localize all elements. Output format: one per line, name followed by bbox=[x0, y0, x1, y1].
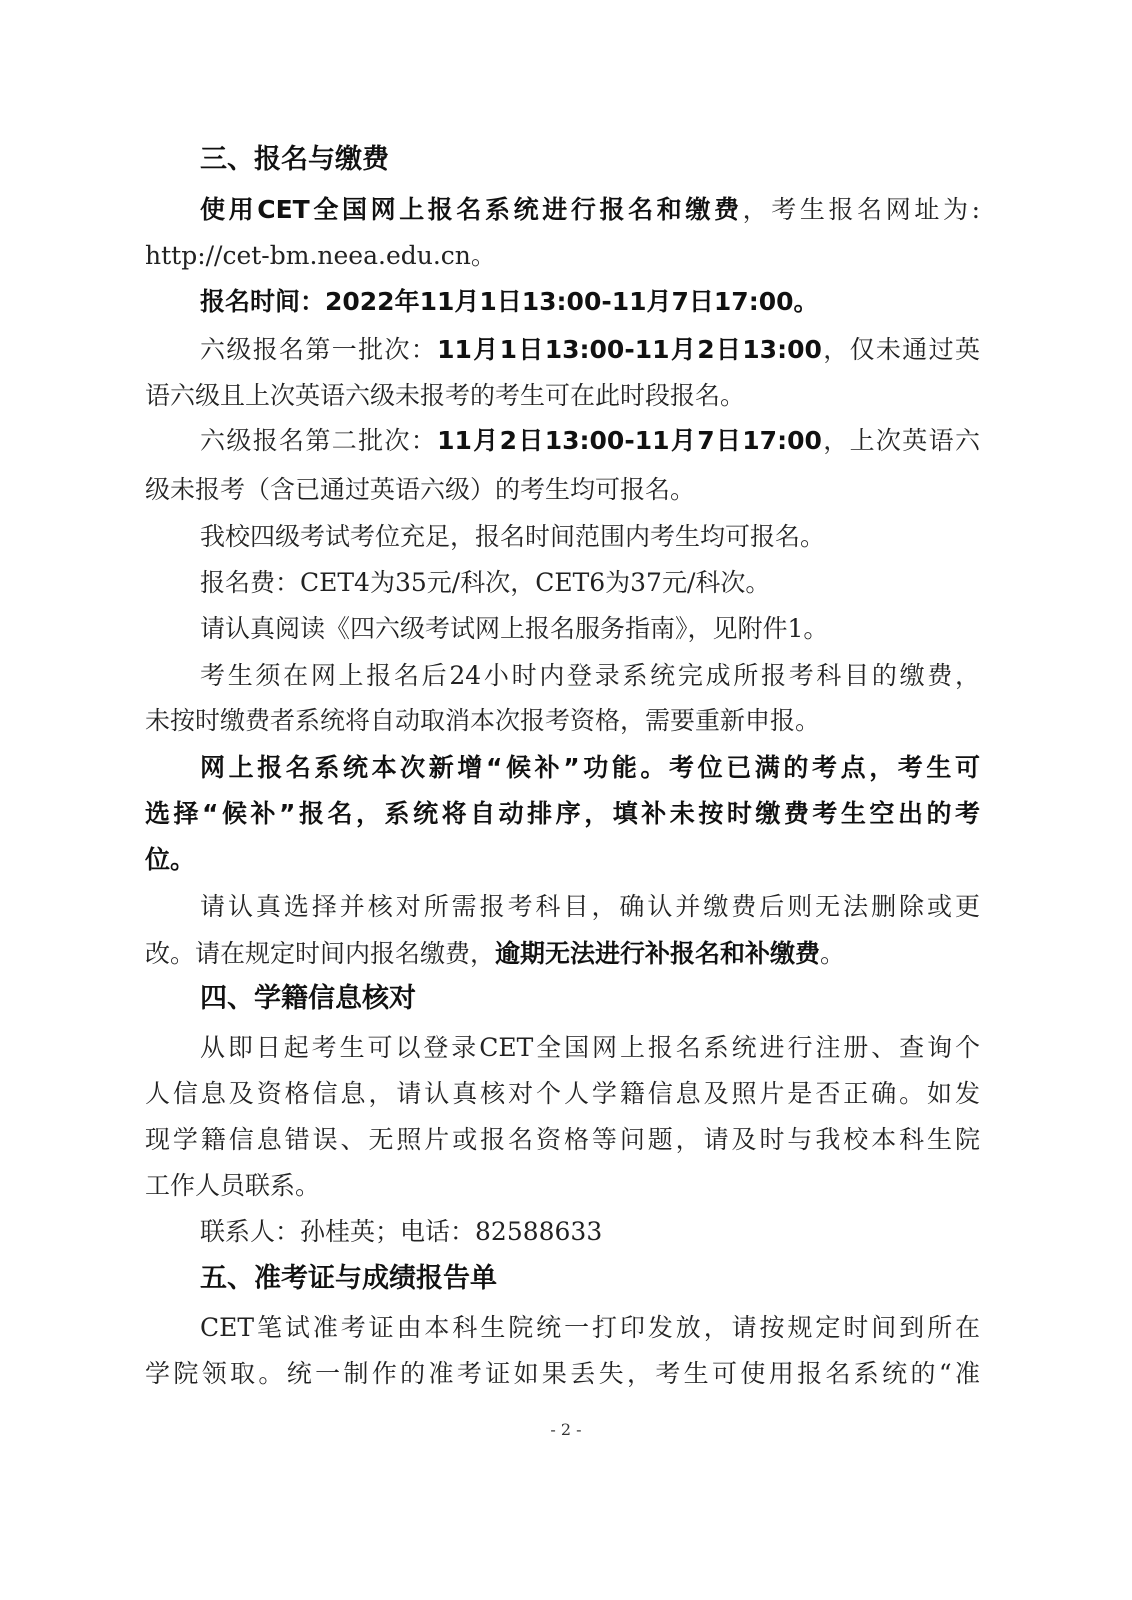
text-line bbox=[200, 566, 770, 600]
text: 学院领取。统一制作的准考证如果丢失，考生可使用报名系统的“准 bbox=[145, 1359, 980, 1388]
text-line bbox=[200, 1031, 980, 1065]
text-line bbox=[145, 1077, 980, 1111]
text: 语六级且上次英语六级未报考的考生可在此时段报名。 bbox=[145, 381, 746, 410]
text-line bbox=[145, 473, 695, 507]
text: ，上次英语六 bbox=[821, 426, 980, 455]
text: http://cet-bm.neea.edu.cn。 bbox=[145, 241, 496, 270]
text-line bbox=[200, 751, 980, 785]
text: 从即日起考生可以登录CET全国网上报名系统进行注册、查询个 bbox=[200, 1033, 980, 1062]
text: 考生须在网上报名后24小时内登录系统完成所报考科目的缴费， bbox=[200, 661, 980, 690]
text: 我校四级考试考位充足，报名时间范围内考生均可报名。 bbox=[200, 522, 826, 551]
text-line bbox=[145, 239, 496, 273]
text-line bbox=[145, 1169, 320, 1203]
text: 未按时缴费者系统将自动取消本次报考资格，需要重新申报。 bbox=[145, 706, 821, 735]
text: 现学籍信息错误、无照片或报名资格等问题，请及时与我校本科生院 bbox=[145, 1125, 980, 1154]
text-line bbox=[200, 333, 980, 367]
text-line bbox=[200, 612, 828, 646]
text-line bbox=[145, 379, 745, 413]
bold-text: 三、报名与缴费 bbox=[200, 144, 389, 175]
text-line bbox=[145, 797, 980, 831]
text: 。 bbox=[820, 939, 846, 968]
text: 六级报名第二批次： bbox=[200, 426, 438, 455]
bold-text: 使用CET全国网上报名系统进行报名和缴费 bbox=[200, 195, 743, 224]
bold-text: 四、学籍信息核对 bbox=[200, 983, 416, 1014]
bold-text: 逾期无法进行补报名和补缴费 bbox=[495, 939, 821, 968]
text-line bbox=[200, 659, 980, 693]
text: 报名费：CET4为35元/科次，CET6为37元/科次。 bbox=[200, 568, 771, 597]
text: 人信息及资格信息，请认真核对个人学籍信息及照片是否正确。如发 bbox=[145, 1079, 980, 1108]
text-line bbox=[200, 424, 980, 458]
text: ，考生报名网址为: bbox=[742, 195, 980, 224]
text-line bbox=[200, 193, 980, 227]
section-heading bbox=[200, 982, 416, 1016]
text: 请认真选择并核对所需报考科目，确认并缴费后则无法删除或更 bbox=[200, 892, 980, 921]
bold-text: 五、准考证与成绩报告单 bbox=[200, 1263, 497, 1294]
text-line bbox=[200, 1311, 980, 1345]
text-line bbox=[145, 1357, 980, 1391]
page-number: - 2 - bbox=[550, 1420, 582, 1439]
section-heading bbox=[200, 1262, 497, 1296]
text: 请认真阅读《四六级考试网上报名服务指南》，见附件1。 bbox=[200, 614, 829, 643]
text-line bbox=[145, 843, 195, 877]
text: ，仅未通过英 bbox=[821, 335, 980, 364]
bold-text: 选择“候补”报名，系统将自动排序，填补未按时缴费考生空出的考 bbox=[145, 799, 980, 828]
bold-text: 11月2日13:00-11月7日17:00 bbox=[437, 426, 822, 455]
text-line bbox=[200, 285, 818, 319]
text: CET笔试准考证由本科生院统一打印发放，请按规定时间到所在 bbox=[200, 1313, 980, 1342]
bold-text: 位。 bbox=[145, 845, 196, 874]
text-line bbox=[200, 520, 825, 554]
bold-text: 11月1日13:00-11月2日13:00 bbox=[437, 335, 822, 364]
text: 六级报名第一批次： bbox=[200, 335, 438, 364]
text-line bbox=[145, 937, 845, 971]
text-line bbox=[145, 1123, 980, 1157]
section-heading bbox=[200, 143, 389, 177]
bold-text: 网上报名系统本次新增“候补”功能。考位已满的考点，考生可 bbox=[200, 753, 980, 782]
text: 改。请在规定时间内报名缴费， bbox=[145, 939, 496, 968]
text-line bbox=[200, 890, 980, 924]
text-line bbox=[145, 704, 820, 738]
bold-text: 报名时间：2022年11月1日13:00-11月7日17:00。 bbox=[200, 287, 819, 316]
text: 工作人员联系。 bbox=[145, 1171, 321, 1200]
text-line bbox=[200, 1215, 602, 1249]
text: 联系人：孙桂英；电话：82588633 bbox=[200, 1217, 603, 1246]
text: 级未报考（含已通过英语六级）的考生均可报名。 bbox=[145, 475, 696, 504]
